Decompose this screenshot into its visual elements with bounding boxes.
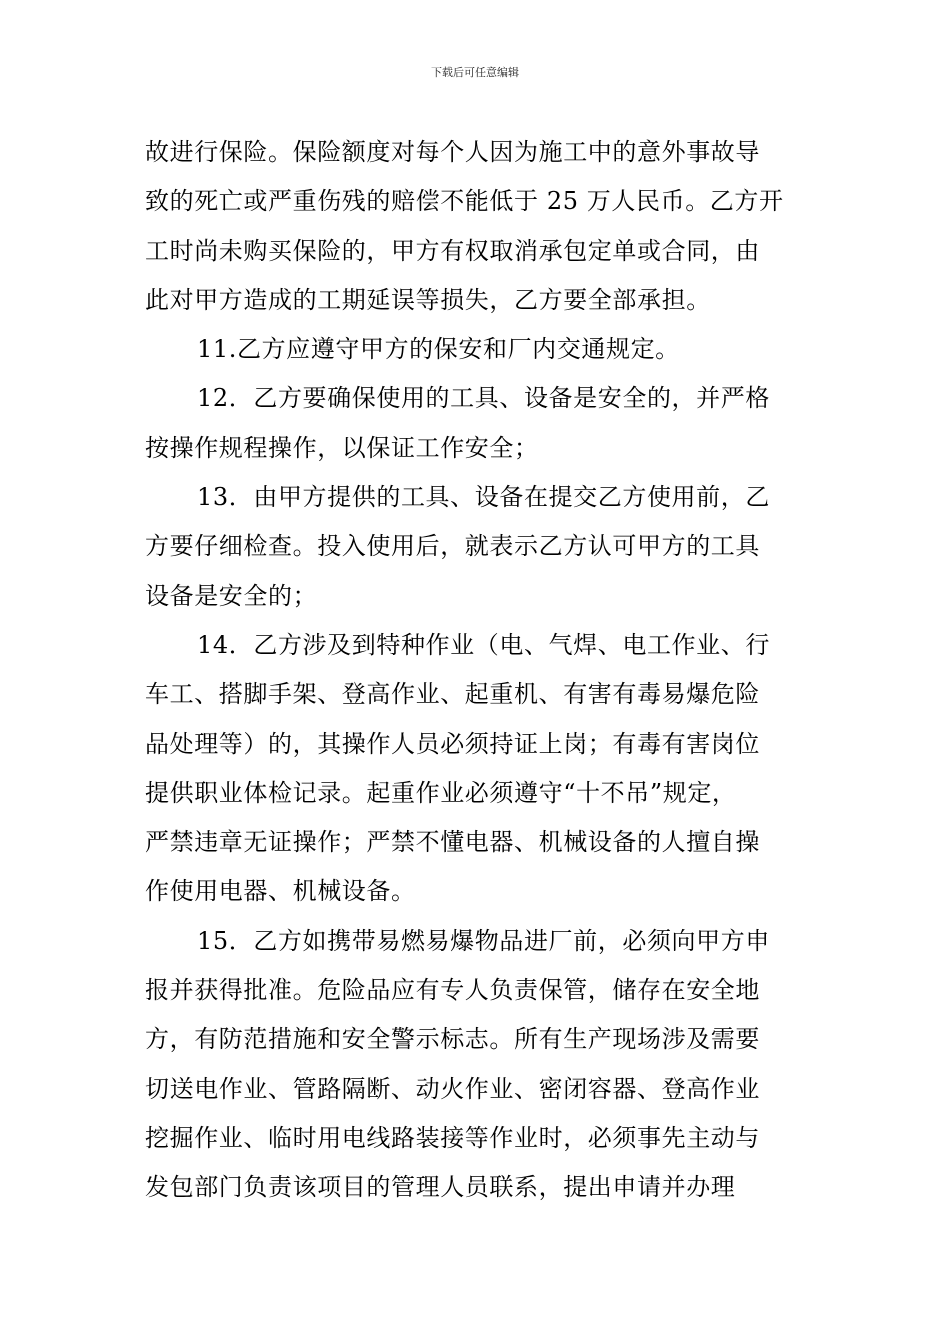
text-line: 故进行保险。保险额度对每个人因为施工中的意外事故导 bbox=[145, 138, 760, 166]
text-line: 车工、搭脚手架、登高作业、起重机、有害有毒易爆危险 bbox=[145, 680, 760, 709]
text-line: 报并获得批准。危险品应有专人负责保管，储存在安全地 bbox=[145, 976, 760, 1005]
text-line: 方要仔细检查。投入使用后，就表示乙方认可甲方的工具 bbox=[145, 532, 760, 561]
text-line: 严禁违章无证操作；严禁不懂电器、机械设备的人擅自操 bbox=[145, 828, 760, 857]
page-header-note: 下载后可任意编辑 bbox=[431, 66, 519, 79]
text-line: 方，有防范措施和安全警示标志。所有生产现场涉及需要 bbox=[145, 1025, 760, 1054]
text-line: 11.乙方应遵守甲方的保安和厂内交通规定。 bbox=[197, 335, 680, 364]
text-line: 13．由甲方提供的工具、设备在提交乙方使用前，乙 bbox=[197, 483, 770, 512]
document-body bbox=[145, 128, 805, 1213]
text-line: 设备是安全的； bbox=[145, 581, 318, 610]
text-line: 挖掘作业、临时用电线路装接等作业时，必须事先主动与 bbox=[145, 1123, 760, 1152]
text-line: 作使用电器、机械设备。 bbox=[145, 877, 416, 906]
text-line: 按操作规程操作，以保证工作安全； bbox=[145, 433, 539, 462]
text-line: 品处理等）的，其操作人员必须持证上岗；有毒有害岗位 bbox=[145, 729, 760, 758]
text-line: 12．乙方要确保使用的工具、设备是安全的，并严格 bbox=[197, 384, 770, 413]
text-line: 发包部门负责该项目的管理人员联系，提出申请并办理 bbox=[145, 1173, 736, 1202]
text-line: 此对甲方造成的工期延误等损失，乙方要全部承担。 bbox=[145, 285, 711, 314]
text-line: 致的死亡或严重伤残的赔偿不能低于 25 万人民币。乙方开 bbox=[145, 187, 784, 216]
text-line: 15．乙方如携带易燃易爆物品进厂前，必须向甲方申 bbox=[197, 926, 770, 955]
text-line: 工时尚未购买保险的，甲方有权取消承包定单或合同，由 bbox=[145, 236, 760, 265]
text-line: 提供职业体检记录。起重作业必须遵守“十不吊”规定， bbox=[145, 778, 737, 807]
text-line: 切送电作业、管路隔断、动火作业、密闭容器、登高作业 bbox=[145, 1074, 760, 1103]
text-line: 14．乙方涉及到特种作业（电、气焊、电工作业、行 bbox=[197, 630, 770, 659]
